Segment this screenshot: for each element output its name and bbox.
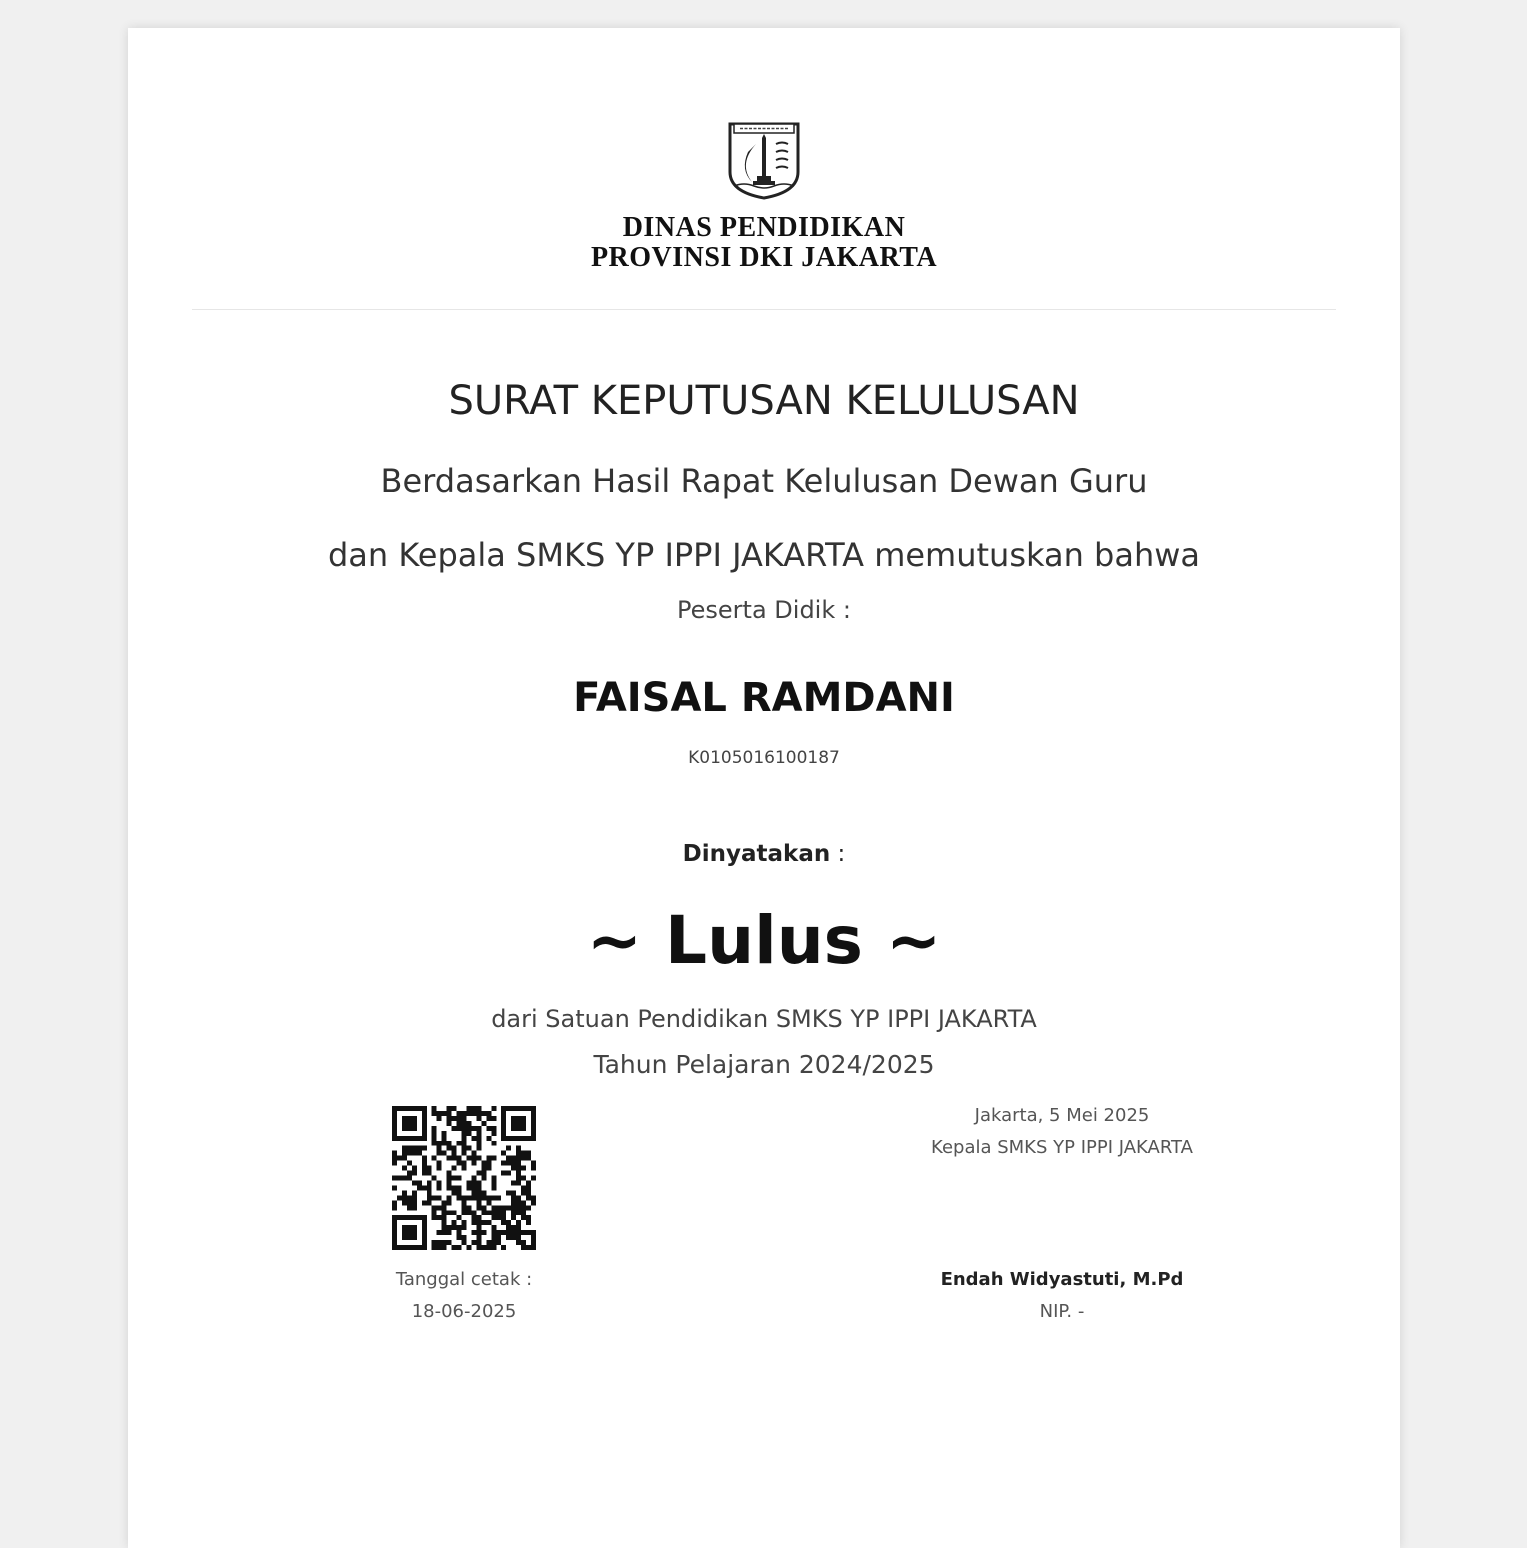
- intro-line-1: Berdasarkan Hasil Rapat Kelulusan Dewan Guru: [380, 462, 1148, 500]
- organization-name-line2: PROVINSI DKI JAKARTA: [590, 242, 938, 273]
- document-page: [128, 28, 1400, 1548]
- from-school: dari Satuan Pendidikan SMKS YP IPPI JAKARTA: [491, 1005, 1037, 1033]
- signer-title: Kepala SMKS YP IPPI JAKARTA: [931, 1137, 1193, 1158]
- student-label: Peserta Didik :: [677, 596, 851, 624]
- declared-label: [128, 841, 1400, 867]
- school-year: Tahun Pelajaran 2024/2025: [593, 1050, 935, 1079]
- header-divider: [192, 309, 1336, 310]
- place-date: Jakarta, 5 Mei 2025: [974, 1105, 1150, 1126]
- student-name: FAISAL RAMDANI: [573, 675, 955, 721]
- graduation-result: ~ Lulus ~: [586, 902, 942, 979]
- print-info: [364, 1264, 564, 1328]
- print-date: 18-06-2025: [411, 1301, 517, 1322]
- qr-code-icon: [392, 1106, 536, 1250]
- dki-jakarta-emblem-icon: [726, 120, 802, 200]
- signer-name: Endah Widyastuti, M.Pd: [940, 1269, 1184, 1290]
- signature-block: [902, 1264, 1222, 1328]
- signature-header: [902, 1100, 1222, 1164]
- signer-nip: NIP. -: [1039, 1301, 1085, 1322]
- intro-line-2: dan Kepala SMKS YP IPPI JAKARTA memutuskan bahwa: [327, 536, 1201, 574]
- student-id: K0105016100187: [688, 748, 840, 768]
- organization-name-line1: DINAS PENDIDIKAN: [622, 212, 906, 243]
- declared-colon: :: [830, 841, 846, 867]
- print-date-label: Tanggal cetak :: [395, 1269, 533, 1290]
- letter-title: SURAT KEPUTUSAN KELULUSAN: [448, 378, 1080, 424]
- declared-label-text: Dinyatakan: [682, 841, 831, 867]
